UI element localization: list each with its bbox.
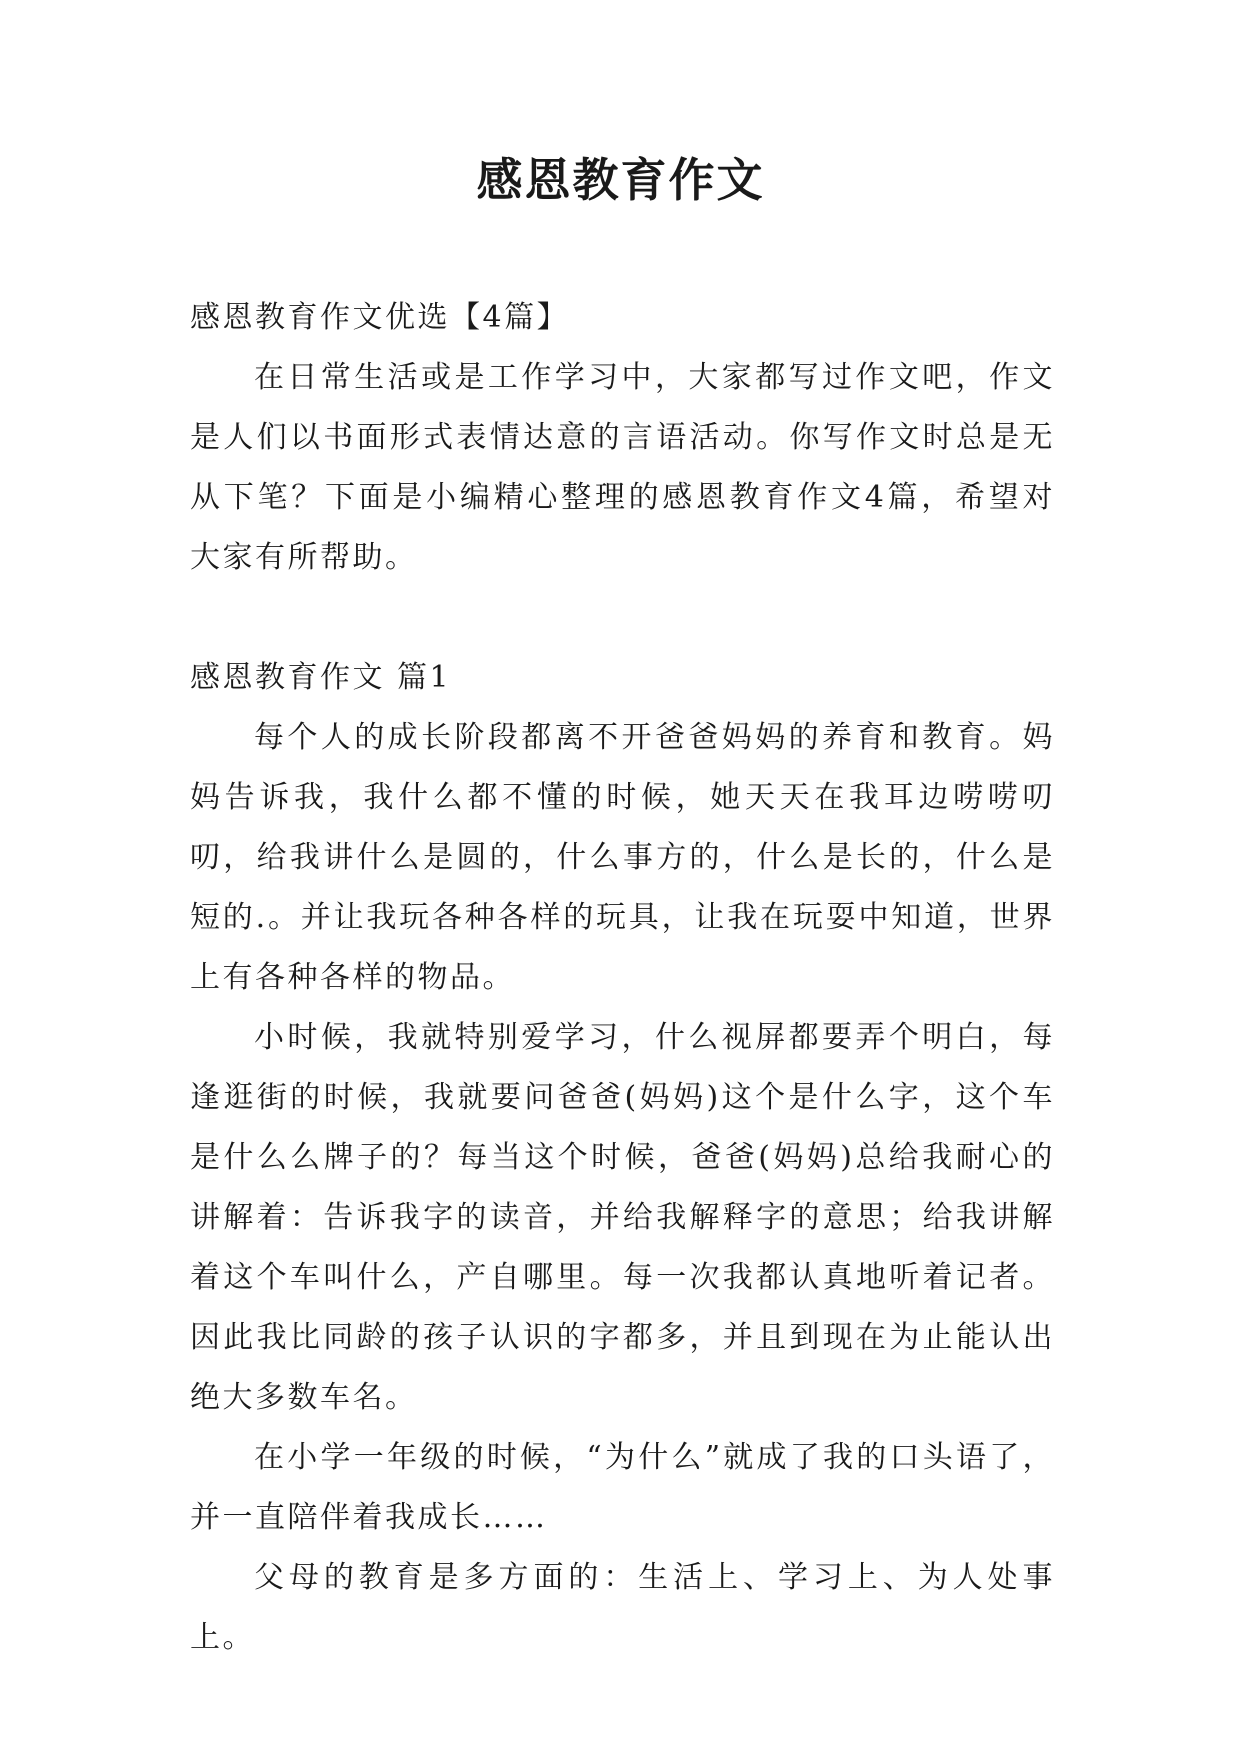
body-paragraph: 父母的教育是多方面的：生活上、学习上、为人处事上。: [190, 1560, 1055, 1655]
body-paragraph: 小时候，我就特别爱学习，什么视屏都要弄个明白，每逢逛街的时候，我就要问爸爸(妈妈)这个是什么字，这个车是什么么牌子的？每当这个时候，爸爸(妈妈)总给我耐心的讲解着：告诉我字的读音，并给我解释字的意思；给我讲解着这个车叫什么，产自哪里。每一次我都认真地听着记者。因此我比同龄的孩子认识的字都多，并且到现在为止能认出绝大多数车名。: [190, 1020, 1055, 1415]
body-paragraph: 每个人的成长阶段都离不开爸爸妈妈的养育和教育。妈妈告诉我，我什么都不懂的时候，她天天在我耳边唠唠叨叨，给我讲什么是圆的，什么事方的，什么是长的，什么是短的.。并让我玩各种各样的玩具，让我在玩耍中知道，世界上有各种各样的物品。: [190, 720, 1055, 995]
document-body: [190, 288, 1055, 1668]
page-title: 感恩教育作文: [476, 153, 765, 207]
section-heading: 感恩教育作文 篇1: [190, 660, 452, 695]
body-paragraph: 在小学一年级的时候，“为什么”就成了我的口头语了，并一直陪伴着我成长……: [190, 1440, 1055, 1535]
intro-paragraph: 在日常生活或是工作学习中，大家都写过作文吧，作文是人们以书面形式表情达意的言语活动。你写作文时总是无从下笔？下面是小编精心整理的感恩教育作文4篇，希望对大家有所帮助。: [190, 360, 1055, 575]
section-spacer: [190, 588, 1055, 648]
document-subtitle: 感恩教育作文优选【4篇】: [190, 300, 570, 335]
